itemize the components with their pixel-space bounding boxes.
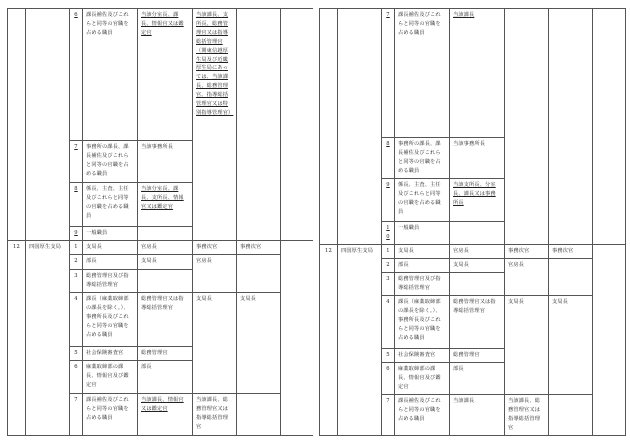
row-number: 10 <box>382 221 395 244</box>
position-cell: 麻薬取締部の課長、情報官及び鑑定官 <box>83 361 138 394</box>
right-personnel-table <box>319 8 626 436</box>
approver-cell: 支局長 <box>450 259 505 273</box>
org-name-cell: 四国厚生支局 <box>338 244 382 435</box>
table-row <box>320 244 626 258</box>
position-cell: 事務所の課長、課長補佐及びこれらと同等の官職を占める職員 <box>395 138 450 179</box>
position-cell: 社会保険審査官 <box>83 346 138 360</box>
approver-cell: 当該課長 <box>450 394 505 435</box>
org-name-cell <box>26 9 70 241</box>
approver-cell: 総務管理官又は指導総括管理官 <box>138 293 193 347</box>
row-number: 9 <box>70 226 83 240</box>
row-number: 3 <box>70 269 83 293</box>
left-table-panel <box>7 8 313 436</box>
org-name-cell <box>338 9 382 245</box>
row-number: 6 <box>70 9 83 141</box>
approver-cell: 官房長 <box>138 240 193 254</box>
org-number-cell: 12 <box>8 240 26 435</box>
remarks-cell <box>593 244 626 435</box>
authority-cell <box>549 9 593 245</box>
authority-cell: 支局長 <box>237 293 281 394</box>
authority-cell: 事務次官 <box>237 240 281 254</box>
authority-cell: 事務次官 <box>549 244 593 258</box>
supervisor-cell: 当該課長、総務管理官又は指導総括管理官 <box>505 394 549 435</box>
approver-cell: 当該分室長、課長、支所長、情報官又は鑑定官 <box>138 183 193 226</box>
row-number: 9 <box>382 179 395 221</box>
position-cell: 支局長 <box>395 244 450 258</box>
row-number: 7 <box>70 141 83 183</box>
supervisor-cell: 官房長 <box>193 255 237 293</box>
authority-cell <box>237 255 281 293</box>
supervisor-cell: 当該課長、支所長、総務管理官又は指導総括管理官（関東信越厚生局及び近畿厚生局にあっては、当該課長、総務管理官、指導総括管理官又は特別指導管理官） <box>193 9 237 241</box>
row-number: 1 <box>70 240 83 254</box>
authority-cell: 支局長 <box>549 296 593 395</box>
row-number: 2 <box>382 259 395 273</box>
authority-cell <box>237 393 281 435</box>
authority-cell <box>237 9 281 241</box>
org-number-cell <box>8 9 26 241</box>
position-cell: 支局長 <box>83 240 138 254</box>
supervisor-cell <box>505 9 549 245</box>
authority-cell <box>549 259 593 296</box>
supervisor-cell: 支局長 <box>505 296 549 395</box>
supervisor-cell: 事務次官 <box>505 244 549 258</box>
approver-cell: 部長 <box>138 361 193 394</box>
position-cell: 係長、主査、主任及びこれらと同等の官職を占める職員 <box>395 179 450 221</box>
table-row <box>8 240 314 254</box>
right-table-panel <box>319 8 625 436</box>
position-cell: 麻薬取締部の課長、情報官及び鑑定官 <box>395 362 450 394</box>
row-number: 2 <box>70 255 83 269</box>
position-cell: 課長補佐及びこれらと同等の官職を占める職員 <box>83 393 138 435</box>
supervisor-cell: 事務次官 <box>193 240 237 254</box>
position-cell: 部長 <box>395 259 450 273</box>
approver-cell: 当該課長、情報官又は鑑定官 <box>138 393 193 435</box>
approver-cell: 当該事務所長 <box>450 138 505 179</box>
supervisor-cell: 当該課長、総務管理官又は指導総括管理官 <box>193 393 237 435</box>
approver-cell: 総務管理官 <box>450 348 505 362</box>
approver-cell <box>138 226 193 240</box>
approver-cell: 当該分室長、課長、情報官又は鑑定官 <box>138 9 193 141</box>
approver-cell: 当該支所長、分室長、課長又は事務所長 <box>450 179 505 221</box>
position-cell: 課長（麻薬取締部の課長を除く。）、事務所長及びこれらと同等の官職を占める職員 <box>395 296 450 349</box>
row-number: 7 <box>382 9 395 138</box>
row-number: 8 <box>382 138 395 179</box>
row-number: 7 <box>70 393 83 435</box>
remarks-cell <box>281 240 314 435</box>
approver-cell: 当該事務所長 <box>138 141 193 183</box>
remarks-cell <box>593 9 626 245</box>
org-number-cell <box>320 9 338 245</box>
position-cell: 一般職員 <box>83 226 138 240</box>
position-cell: 課長（麻薬取締部の課長を除く。）、事務所長及びこれらと同等の官職を占める職員 <box>83 293 138 347</box>
supervisor-cell: 支局長 <box>193 293 237 394</box>
authority-cell <box>549 394 593 435</box>
org-name-cell: 四国厚生支局 <box>26 240 70 435</box>
position-cell: 課長補佐及びこれらと同等の官職を占める職員 <box>395 9 450 138</box>
approver-cell: 部長 <box>450 362 505 394</box>
org-number-cell: 12 <box>320 244 338 435</box>
position-cell: 事務所の課長、課長補佐及びこれらと同等の官職を占める職員 <box>83 141 138 183</box>
approver-cell: 当該課長 <box>450 9 505 138</box>
position-cell: 課長補佐及びこれらと同等の官職を占める職員 <box>395 394 450 435</box>
approver-cell <box>138 269 193 293</box>
row-number: 4 <box>70 293 83 347</box>
position-cell: 一般職員 <box>395 221 450 244</box>
row-number: 6 <box>382 362 395 394</box>
approver-cell <box>450 221 505 244</box>
table-row <box>8 9 314 141</box>
row-number: 4 <box>382 296 395 349</box>
approver-cell: 官房長 <box>450 244 505 258</box>
position-cell: 課長補佐及びこれらと同等の官職を占める職員 <box>83 9 138 141</box>
row-number: 1 <box>382 244 395 258</box>
position-cell: 社会保険審査官 <box>395 348 450 362</box>
approver-cell: 総務管理官 <box>138 346 193 360</box>
row-number: 3 <box>382 273 395 296</box>
remarks-cell <box>281 9 314 241</box>
row-number: 5 <box>70 346 83 360</box>
row-number: 7 <box>382 394 395 435</box>
position-cell: 総務管理官及び指導総括管理官 <box>395 273 450 296</box>
approver-cell: 支局長 <box>138 255 193 269</box>
document-page <box>7 8 625 436</box>
row-number: 6 <box>70 361 83 394</box>
approver-cell <box>450 273 505 296</box>
position-cell: 総務管理官及び指導総括管理官 <box>83 269 138 293</box>
position-cell: 係長、主査、主任及びこれらと同等の官職を占める職員 <box>83 183 138 226</box>
row-number: 5 <box>382 348 395 362</box>
approver-cell: 総務管理官又は指導総括管理官 <box>450 296 505 349</box>
position-cell: 部長 <box>83 255 138 269</box>
table-row <box>320 9 626 138</box>
row-number: 8 <box>70 183 83 226</box>
left-personnel-table <box>7 8 314 436</box>
supervisor-cell: 官房長 <box>505 259 549 296</box>
